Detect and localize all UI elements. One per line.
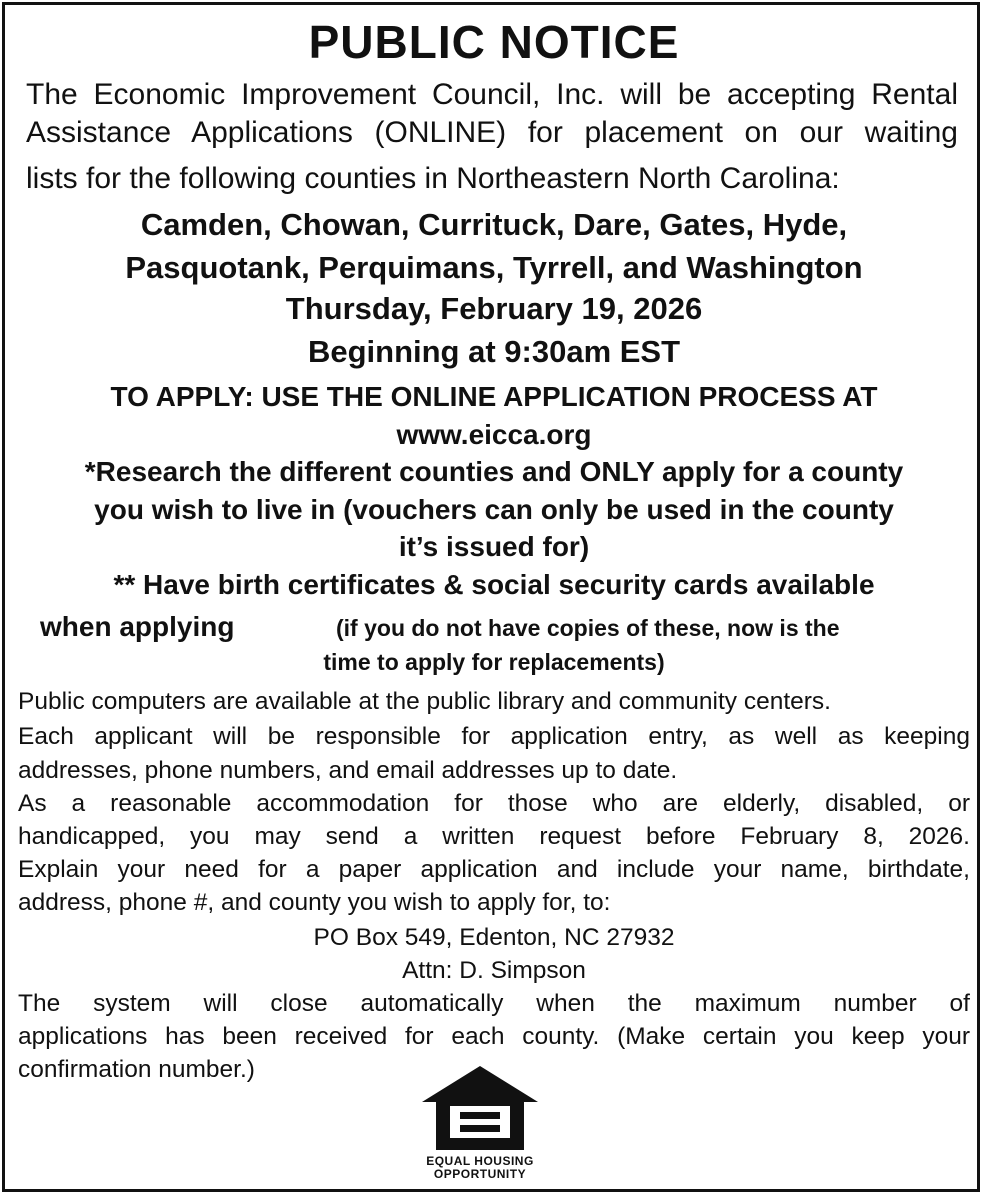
body-line-6: Explain your need for a paper application and include your name, birthdate, [18, 856, 970, 883]
equal-housing-opportunity-icon [420, 1064, 540, 1154]
body-line-4: As a reasonable accommodation for those who are elderly, disabled, or [18, 790, 970, 817]
research-note-line-3: it’s issued for) [398, 531, 590, 562]
logo-text-line-1: EQUAL HOUSING [426, 1154, 534, 1168]
research-note-line-1: *Research the different counties and ONLY apply for a county [84, 456, 904, 487]
application-time: Beginning at 9:30am EST [307, 334, 681, 369]
logo-text-line-2: OPPORTUNITY [433, 1167, 527, 1181]
mailing-attention: Attn: D. Simpson [402, 957, 586, 984]
equal-housing-logo [420, 1064, 540, 1184]
mailing-address: PO Box 549, Edenton, NC 27932 [313, 924, 675, 951]
body-line-2: Each applicant will be responsible for application entry, as well as keeping [18, 723, 970, 750]
website-link[interactable]: www.eicca.org [396, 419, 592, 450]
apply-heading: TO APPLY: USE THE ONLINE APPLICATION PROCESS AT [110, 381, 878, 412]
intro-line-1: The Economic Improvement Council, Inc. will be accepting Rental [26, 78, 958, 111]
body-line-7: address, phone #, and county you wish to apply for, to: [18, 889, 611, 916]
notice-title: PUBLIC NOTICE [308, 16, 680, 68]
intro-line-3: lists for the following counties in Northeastern North Carolina: [26, 162, 840, 195]
documents-note-line-2 [40, 608, 960, 645]
documents-note-main: when applying [40, 611, 235, 642]
body-line-3: addresses, phone numbers, and email addresses up to date. [18, 757, 678, 784]
body-line-1: Public computers are available at the public library and community centers. [18, 688, 831, 715]
research-note-line-2: you wish to live in (vouchers can only be used in the county [94, 494, 894, 525]
documents-note-line-1: ** Have birth certificates & social security cards available [113, 569, 875, 600]
body-line-5: handicapped, you may send a written request before February 8, 2026. [18, 823, 970, 850]
counties-line-2: Pasquotank, Perquimans, Tyrrell, and Washington [125, 250, 863, 285]
closing-line-3: confirmation number.) [18, 1056, 255, 1083]
documents-note-aside: (if you do not have copies of these, now is the [336, 615, 840, 641]
application-date: Thursday, February 19, 2026 [285, 291, 703, 326]
documents-note-line-3: time to apply for replacements) [323, 649, 665, 675]
closing-line-2: applications has been received for each county. (Make certain you keep your [18, 1023, 970, 1050]
intro-line-2: Assistance Applications (ONLINE) for placement on our waiting [26, 116, 958, 149]
counties-line-1: Camden, Chowan, Currituck, Dare, Gates, Hyde, [140, 207, 848, 242]
closing-line-1: The system will close automatically when the maximum number of [18, 990, 970, 1017]
